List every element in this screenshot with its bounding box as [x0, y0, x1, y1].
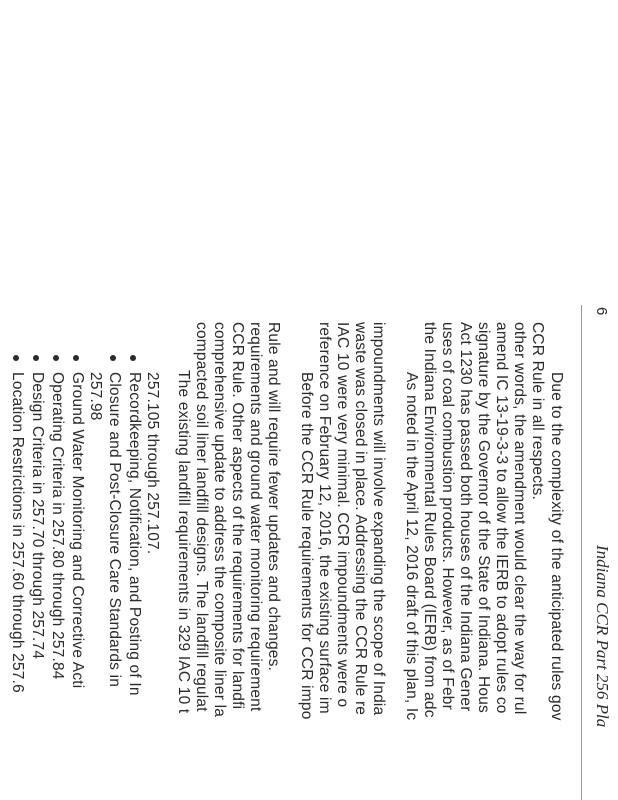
- list-item: Recordkeeping, Notification, and Posting of In: [126, 372, 143, 696]
- paragraph-line: the Indiana Environmental Rules Board (IERB) from adc: [421, 322, 438, 718]
- paragraph-line: amend IC 13-19-3-3 to allow the IERB to adopt rules co: [493, 322, 510, 714]
- paragraph-line: Act 1230 has passed both houses of the Indiana Gener: [457, 322, 474, 712]
- list-item: Ground Water Monitoring and Corrective Acti: [69, 372, 86, 689]
- list-item: Design Criteria in 257.70 through 257.74: [29, 372, 46, 660]
- list-item-continuation: 257.98: [87, 372, 104, 421]
- paragraph-line: Rule and will require fewer updates and changes.: [265, 322, 282, 672]
- list-item: Operating Criteria in 257.80 through 257.84: [49, 372, 66, 680]
- paragraph-line: IAC 10 were very minimal. CCR impoundments were o: [334, 322, 351, 708]
- list-item: Location Restrictions in 257.60 through 257.6: [9, 372, 26, 693]
- list-item-continuation: 257.105 through 257.107.: [144, 372, 161, 555]
- list-item: Closure and Post-Closure Care Standards in: [106, 372, 123, 688]
- paragraph-line: reference on February 12, 2016, the existing surface im: [316, 322, 333, 714]
- paragraph-line: CCR Rule in all respects.: [529, 322, 546, 501]
- paragraph-line: comprehensive update to address the composite liner la: [211, 322, 228, 718]
- paragraph-line: The existing landfill requirements in 329 IAC 10 t: [175, 370, 192, 714]
- paragraph-line: compacted soil liner landfill designs. The landfill regulat: [193, 322, 210, 712]
- paragraph-line: Before the CCR Rule requirements for CCR impo: [298, 372, 315, 720]
- paragraph-line: uses of coal combustion products. However, as of Febr: [439, 322, 456, 710]
- paragraph-line: As noted in the April 12, 2016 draft of this plan, Ic: [403, 372, 420, 721]
- paragraph-line: requirements and ground water monitoring requirement: [247, 322, 264, 712]
- paragraph-line: impoundments will involve expanding the scope of India: [370, 322, 387, 716]
- page-number: 6: [593, 307, 610, 316]
- page-title: Indiana CCR Part 256 Pla: [593, 545, 612, 728]
- paragraph-line: Due to the complexity of the anticipated rules gov: [548, 372, 565, 721]
- paragraph-line: waste was closed in place. Addressing the CCR Rule re: [352, 322, 369, 716]
- paragraph-line: signature by the Governor of the State of Indiana. Hous: [475, 322, 492, 713]
- paragraph-line: other words, the amendment would clear the way for rul: [511, 322, 528, 715]
- paragraph-line: CCR Rule. Other aspects of the requirements for landfi: [229, 322, 246, 710]
